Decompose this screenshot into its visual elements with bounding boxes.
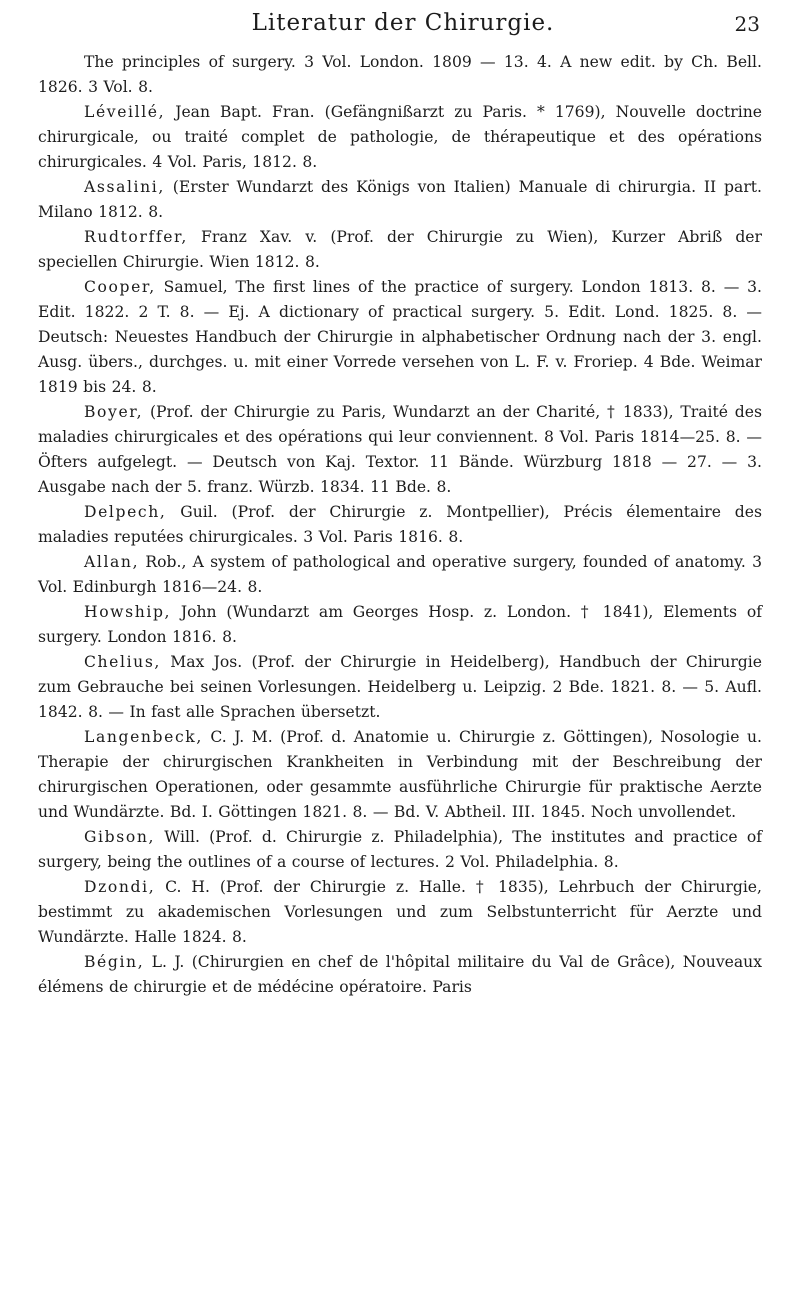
entry-text: Guil. (Prof. der Chirurgie z. Montpellier), Précis élementaire des maladies reputées chirurgicales. 3 Vol. Paris 1816. 8.: [38, 503, 762, 546]
entry-author: Langenbeck,: [84, 728, 203, 746]
bibliography-entry: [38, 500, 762, 550]
page-number: 23: [734, 12, 760, 36]
bibliography-entry: [38, 175, 762, 225]
entry-text: Max Jos. (Prof. der Chirurgie in Heidelberg), Handbuch der Chirurgie zum Gebrauche bei seinen Vorlesungen. Heidelberg u. Leipzig. 2 Bde. 1821. 8. — 5. Aufl. 1842. 8. — In fast alle Sprachen übersetzt.: [38, 653, 762, 721]
bibliography-entry: [38, 725, 762, 825]
running-title: Literatur der Chirurgie.: [251, 10, 555, 36]
bibliography-entry: [38, 950, 762, 1000]
entry-text: Will. (Prof. d. Chirurgie z. Philadelphia), The institutes and practice of surgery, being the outlines of a course of lectures. 2 Vol. Philadelphia. 8.: [38, 828, 762, 871]
entry-author: Assalini,: [84, 178, 165, 196]
entry-text: (Erster Wundarzt des Königs von Italien) Manuale di chirurgia. II part. Milano 1812. 8.: [38, 178, 762, 221]
bibliography-entry: [38, 400, 762, 500]
bibliography-entry: [38, 50, 762, 100]
entry-text: (Prof. der Chirurgie zu Paris, Wundarzt an der Charité, † 1833), Traité des maladies chirurgicales et des opérations qui leur conviennent. 8 Vol. Paris 1814—25. 8. — Öfters aufgelegt. — Deutsch von Kaj. Textor. 11 Bände. Würzburg 1818 — 27. — 3. Ausgabe nach der 5. franz. Würzb. 1834. 11 Bde. 8.: [38, 403, 762, 496]
entry-author: Cooper,: [84, 278, 156, 296]
bibliography-entry: [38, 225, 762, 275]
book-page: [38, 0, 768, 1297]
entry-text: C. H. (Prof. der Chirurgie z. Halle. † 1835), Lehrbuch der Chirurgie, bestimmt zu akademischen Vorlesungen und zum Selbstunterricht für Aerzte und Wundärzte. Halle 1824. 8.: [38, 878, 762, 946]
bibliography-entry: [38, 275, 762, 400]
bibliography-entry: [38, 600, 762, 650]
running-head: [38, 0, 768, 44]
entry-author: Rudtorffer,: [84, 228, 188, 246]
entry-text: Jean Bapt. Fran. (Gefängnißarzt zu Paris. * 1769), Nouvelle doctrine chirurgicale, ou traité complet de pathologie, de thérapeutique et des opérations chirurgicales. 4 Vol. Paris, 1812. 8.: [38, 103, 762, 171]
entry-author: Howship,: [84, 603, 172, 621]
bibliography-entry: [38, 825, 762, 875]
entry-author: Boyer,: [84, 403, 144, 421]
entry-author: Chelius,: [84, 653, 161, 671]
entry-text: Rob., A system of pathological and operative surgery, founded of anatomy. 3 Vol. Edinburgh 1816—24. 8.: [38, 553, 762, 596]
entry-author: Bégin,: [84, 953, 145, 971]
entry-author: Léveillé,: [84, 103, 166, 121]
entry-text: C. J. M. (Prof. d. Anatomie u. Chirurgie z. Göttingen), Nosologie u. Therapie der chirurgischen Krankheiten in Verbindung mit der Beschreibung der chirurgischen Operationen, oder gesammte ausführliche Chirurgie für praktische Aerzte und Wundärzte. Bd. I. Göttingen 1821. 8. — Bd. V. Abtheil. III. 1845. Noch unvollendet.: [38, 728, 762, 821]
bibliography-entry: [38, 100, 762, 175]
bibliography-entry: [38, 550, 762, 600]
entry-author: Delpech,: [84, 503, 167, 521]
bibliography-entry: [38, 875, 762, 950]
entry-text: Franz Xav. v. (Prof. der Chirurgie zu Wien), Kurzer Abriß der speciellen Chirurgie. Wien 1812. 8.: [38, 228, 762, 271]
bibliography-list: [38, 50, 762, 1000]
entry-text: The principles of surgery. 3 Vol. London. 1809 — 13. 4. A new edit. by Ch. Bell. 1826. 3 Vol. 8.: [38, 53, 762, 96]
entry-author: Gibson,: [84, 828, 156, 846]
entry-author: Dzondi,: [84, 878, 156, 896]
bibliography-entry: [38, 650, 762, 725]
entry-author: Allan,: [84, 553, 140, 571]
entry-text: John (Wundarzt am Georges Hosp. z. London. † 1841), Elements of surgery. London 1816. 8.: [38, 603, 762, 646]
entry-text: L. J. (Chirurgien en chef de l'hôpital militaire du Val de Grâce), Nouveaux élémens de chirurgie et de médécine opératoire. Paris: [38, 953, 762, 996]
entry-text: Samuel, The first lines of the practice of surgery. London 1813. 8. — 3. Edit. 1822. 2 T. 8. — Ej. A dictionary of practical surgery. 5. Edit. Lond. 1825. 8. — Deutsch: Neuestes Handbuch der Chirurgie in alphabetischer Ordnung nach der 3. engl. Ausg. übers., durchges. u. mit einer Vorrede versehen von L. F. v. Froriep. 4 Bde. Weimar 1819 bis 24. 8.: [38, 278, 762, 396]
